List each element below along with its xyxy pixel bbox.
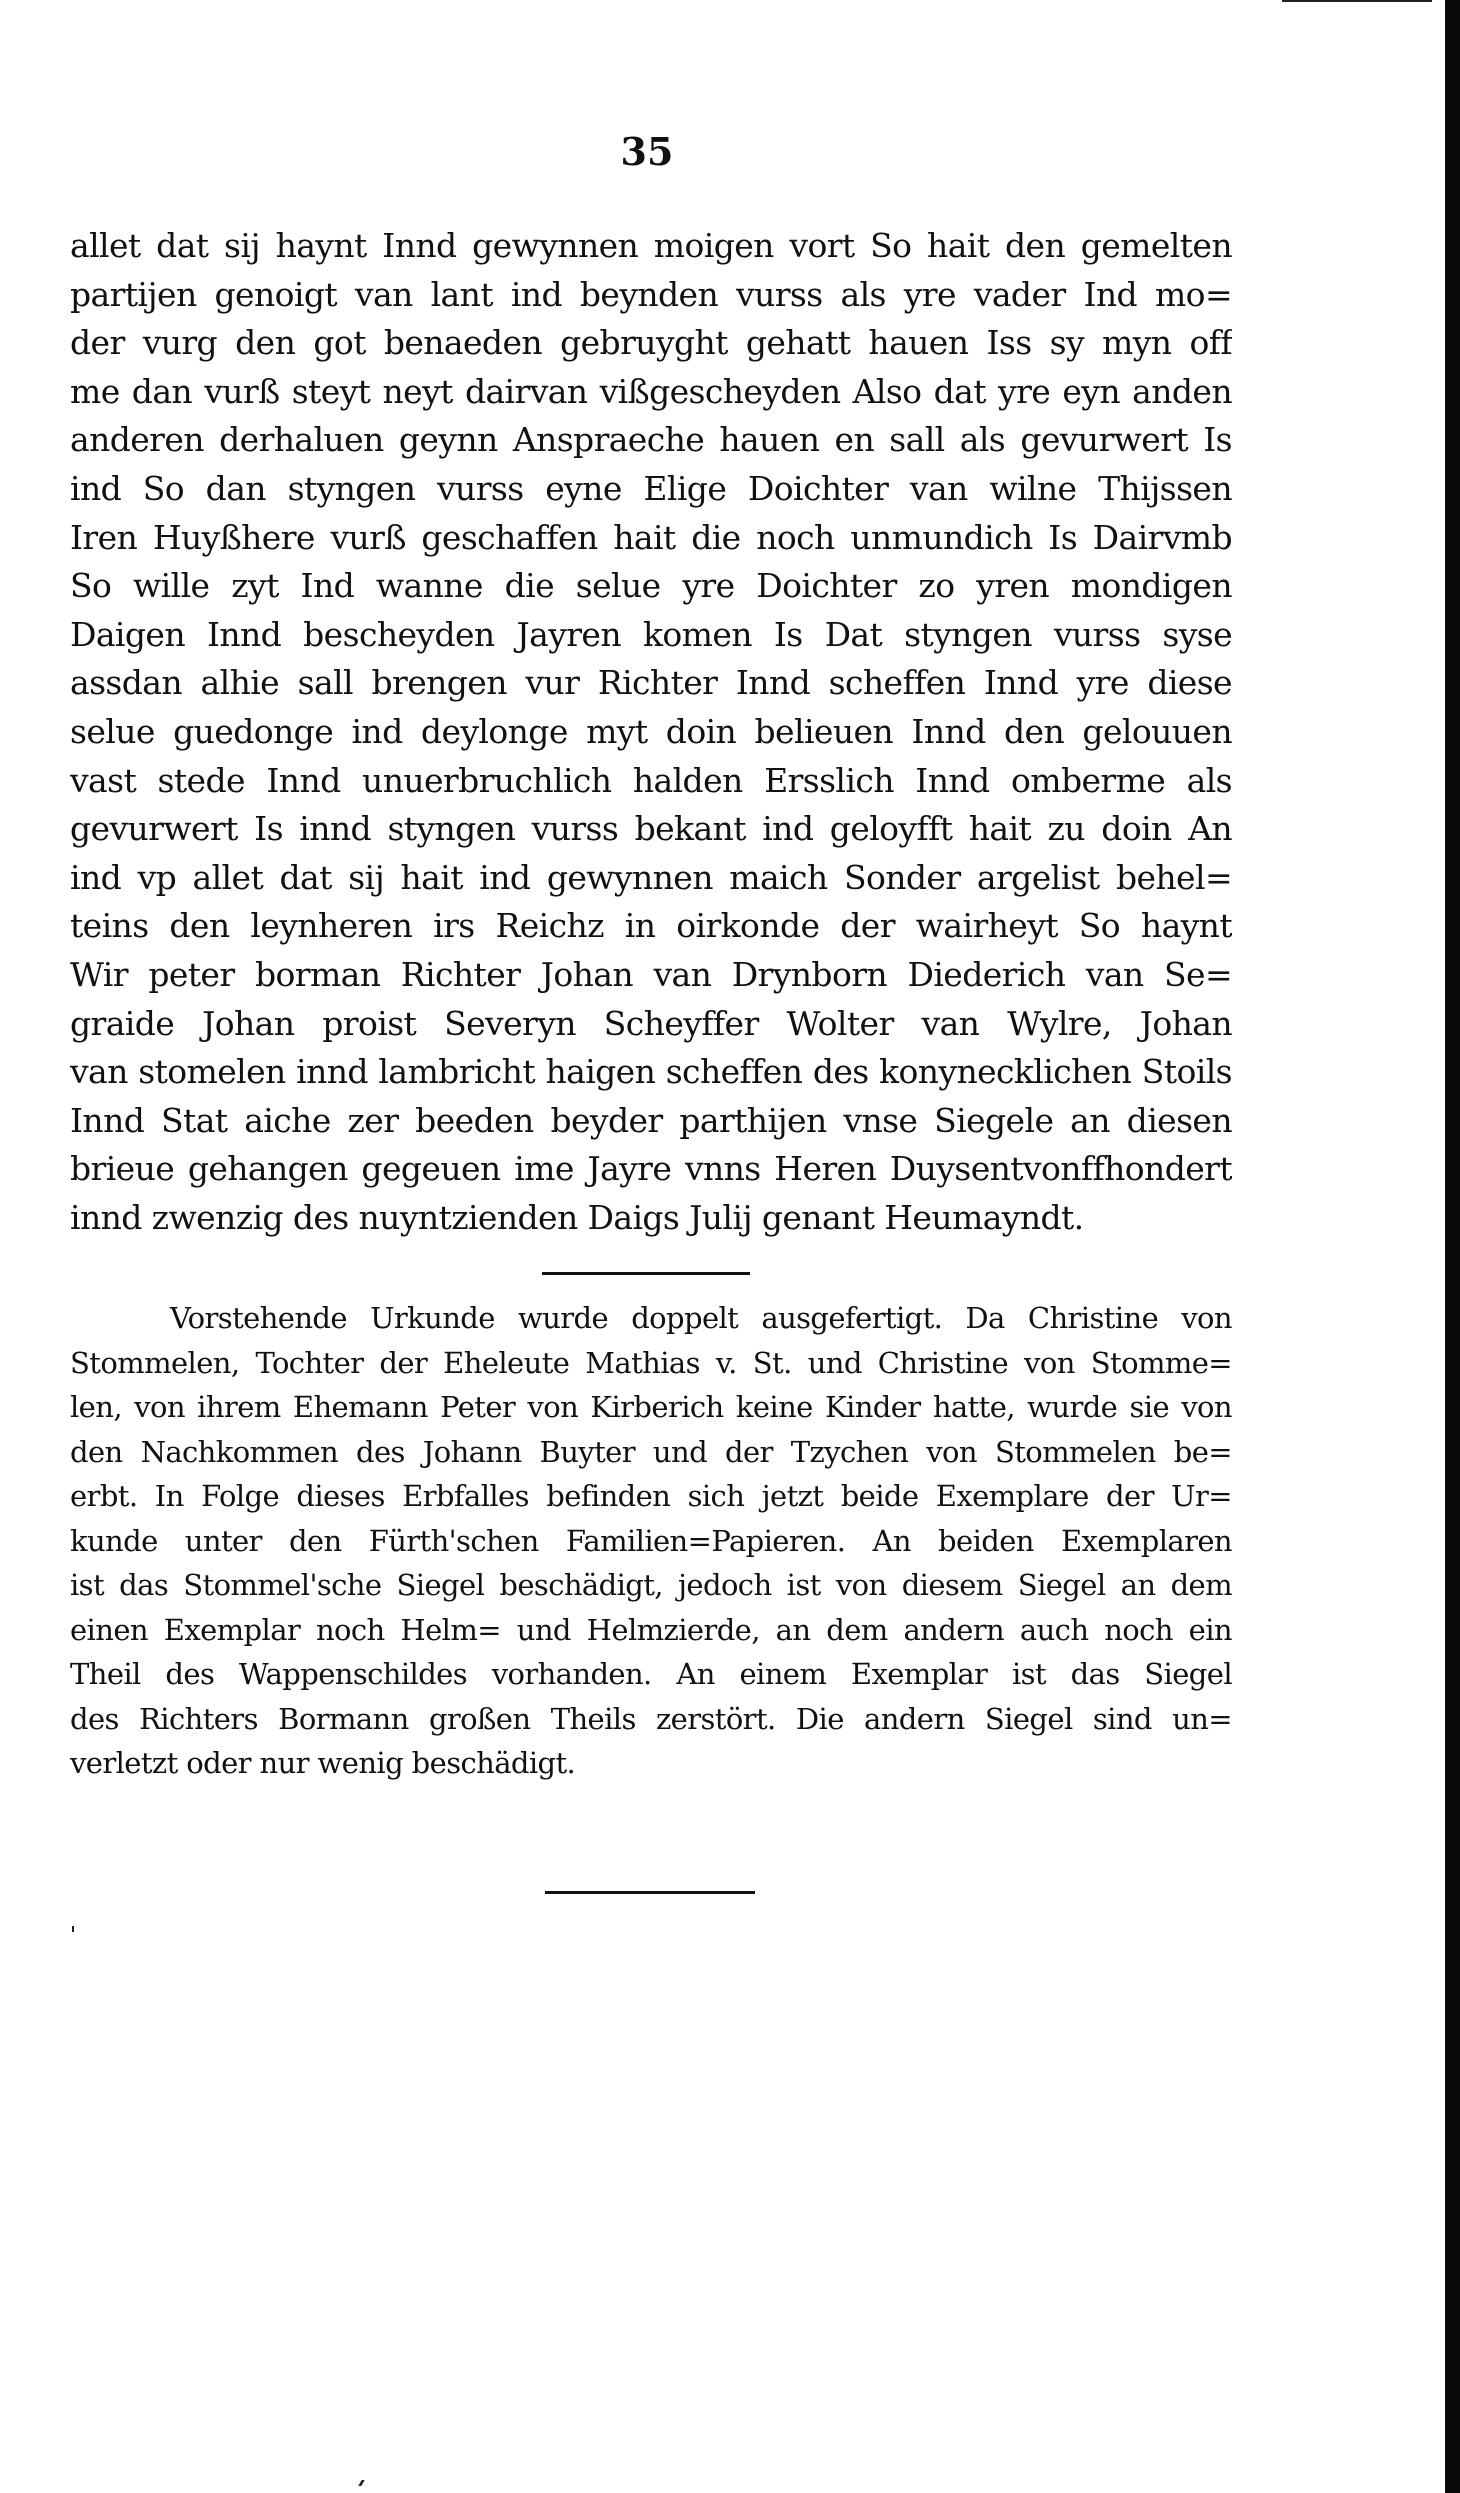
note-line: ist das Stommel'sche Siegel beschädigt, jedoch ist von diesem Siegel an dem — [70, 1568, 1232, 1602]
note-line-first: Vorstehende Urkunde wurde doppelt ausgefertigt. Da Christine von — [170, 1301, 1232, 1335]
note-line: len, von ihrem Ehemann Peter von Kirberich keine Kinder hatte, wurde sie von — [70, 1390, 1232, 1424]
text-line: assdan alhie sall brengen vur Richter Innd scheffen Innd yre diese — [70, 663, 1232, 703]
scan-edge-border — [1445, 0, 1460, 2493]
text-line: me dan vurß steyt neyt dairvan vißgescheyden Also dat yre eyn anden — [70, 371, 1232, 411]
text-line: selue guedonge ind deylonge myt doin belieuen Innd den gelouuen — [70, 711, 1232, 751]
section-divider — [542, 1272, 750, 1275]
text-line: van stomelen innd lambricht haigen scheffen des konynecklichen Stoils — [70, 1052, 1232, 1092]
scan-speck — [72, 1926, 74, 1932]
scan-artifact-top — [1282, 0, 1432, 2]
note-line-last: verletzt oder nur wenig beschädigt. — [70, 1746, 576, 1780]
document-transcription-paragraph — [70, 222, 1232, 1242]
text-line: So wille zyt Ind wanne die selue yre Doichter zo yren mondigen — [70, 566, 1232, 606]
text-line: Innd Stat aiche zer beeden beyder parthijen vnse Siegele an diesen — [70, 1100, 1232, 1140]
text-line: ind So dan styngen vurss eyne Elige Doichter van wilne Thijssen — [70, 468, 1232, 508]
text-line: allet dat sij haynt Innd gewynnen moigen vort So hait den gemelten — [70, 226, 1232, 265]
note-line: Theil des Wappenschildes vorhanden. An einem Exemplar ist das Siegel — [70, 1657, 1232, 1691]
text-line: ind vp allet dat sij hait ind gewynnen maich Sonder argelist behel= — [70, 857, 1232, 897]
text-line: Daigen Innd bescheyden Jayren komen Is Dat styngen vurss syse — [70, 614, 1232, 654]
text-line: graide Johan proist Severyn Scheyffer Wolter van Wylre, Johan — [70, 1003, 1232, 1043]
note-line: des Richters Bormann großen Theils zerstört. Die andern Siegel sind un= — [70, 1701, 1232, 1736]
text-line: Wir peter borman Richter Johan van Drynborn Diederich van Se= — [70, 954, 1232, 994]
note-line: erbt. In Folge dieses Erbfalles befinden sich jetzt beide Exemplare der Ur= — [70, 1479, 1232, 1513]
text-line: anderen derhaluen geynn Anspraeche hauen en sall als gevurwert Is — [70, 420, 1232, 460]
scan-speck — [358, 2480, 364, 2486]
note-line: Stommelen, Tochter der Eheleute Mathias v. St. und Christine von Stomme= — [70, 1345, 1232, 1380]
note-line: den Nachkommen des Johann Buyter und der Tzychen von Stommelen be= — [70, 1434, 1232, 1469]
text-line: gevurwert Is innd styngen vurss bekant ind geloyfft hait zu doin An — [70, 809, 1232, 849]
editorial-note-paragraph — [70, 1296, 1232, 1786]
text-line: partijen genoigt van lant ind beynden vurss als yre vader Ind mo= — [70, 274, 1232, 314]
text-line: der vurg den got benaeden gebruyght gehatt hauen Iss sy myn off — [70, 323, 1232, 363]
text-line-last: innd zwenzig des nuyntzienden Daigs Julij genant Heumayndt. — [70, 1197, 1084, 1237]
text-line: brieue gehangen gegeuen ime Jayre vnns Heren Duysentvonffhondert — [70, 1149, 1232, 1189]
page-number: 35 — [620, 129, 674, 174]
note-line: einen Exemplar noch Helm= und Helmzierde, an dem andern auch noch ein — [70, 1612, 1232, 1647]
note-line: kunde unter den Fürth'schen Familien=Papieren. An beiden Exemplaren — [70, 1523, 1232, 1558]
end-divider — [545, 1891, 755, 1894]
text-line: vast stede Innd unuerbruchlich halden Ersslich Innd omberme als — [70, 760, 1232, 800]
text-line: teins den leynheren irs Reichz in oirkonde der wairheyt So haynt — [70, 906, 1232, 946]
text-line: Iren Huyßhere vurß geschaffen hait die noch unmundich Is Dairvmb — [70, 517, 1232, 557]
